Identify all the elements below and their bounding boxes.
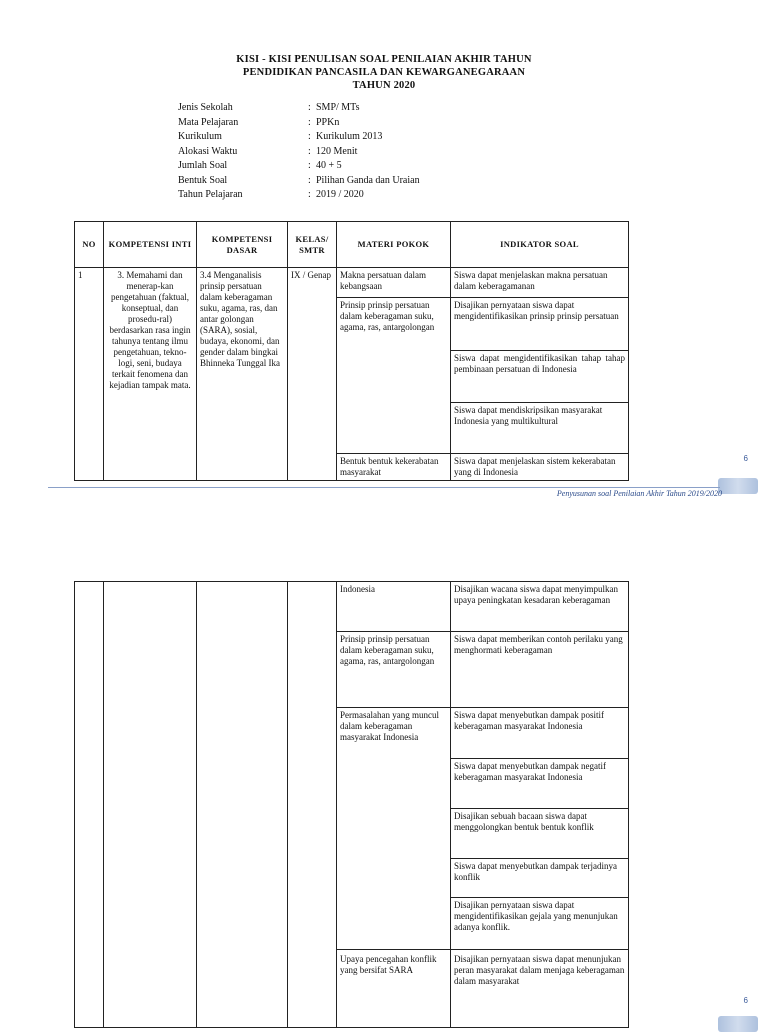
- info-row-bentuk-soal: [178, 174, 420, 189]
- cell-kompetensi-inti: 3. Memahami dan menerap-kan pengetahuan (faktual, konseptual, dan prosedu-ral) berdasarkan rasa ingin tahunya tentang ilmu pengetahuan, tekno-logi, seni, budaya terkait fenomena dan kejadian tampak mata.: [104, 268, 197, 481]
- cell-indikator-soal: Siswa dapat menyebutkan dampak terjadinya konflik: [451, 859, 629, 898]
- footer-caption: Penyusunan soal Penilaian Akhir Tahun 2019/2020: [556, 489, 722, 498]
- kisi-table-page1: [74, 221, 629, 481]
- cell-kompetensi-dasar: [197, 582, 288, 1028]
- header-kompetensi-dasar: KOMPETENSI DASAR: [197, 222, 288, 268]
- header-kelas-smtr: KELAS/ SMTR: [288, 222, 337, 268]
- cell-indikator-soal: Siswa dapat menjelaskan sistem kekerabatan yang di Indonesia: [451, 454, 629, 481]
- cell-indikator-soal: Siswa dapat menjelaskan makna persatuan dalam keberagamanan: [451, 268, 629, 298]
- info-colon: :: [308, 174, 311, 186]
- info-value: 120 Menit: [316, 145, 358, 157]
- info-value: 40 + 5: [316, 160, 342, 171]
- page-number: 6: [743, 996, 748, 1005]
- cell-materi-pokok: Indonesia: [337, 582, 451, 632]
- info-colon: :: [308, 102, 311, 113]
- cell-materi-pokok: Permasalahan yang muncul dalam keberagaman masyarakat Indonesia: [337, 708, 451, 950]
- header-indikator-soal: INDIKATOR SOAL: [451, 222, 629, 268]
- info-label: Jenis Sekolah: [178, 102, 233, 113]
- kisi-table-page2: [74, 581, 629, 1028]
- cell-indikator-soal: Disajikan wacana siswa dapat menyimpulkan upaya peningkatan kesadaran keberagaman: [451, 582, 629, 632]
- info-label: Tahun Pelajaran: [178, 189, 243, 200]
- cell-materi-pokok: Bentuk bentuk kekerabatan masyarakat: [337, 454, 451, 481]
- cell-kompetensi-dasar: 3.4 Menganalisis prinsip persatuan dalam keberagaman suku, agama, ras, dan antar golongan (SARA), sosial, budaya, ekonomi, dan gender dalam bingkai Bhinneka Tunggal Ika: [197, 268, 288, 481]
- document-title-line1: KISI - KISI PENULISAN SOAL PENILAIAN AKHIR TAHUN: [236, 54, 532, 65]
- cell-indikator-soal: Siswa dapat mendiskripsikan masyarakat Indonesia yang multikultural: [451, 403, 629, 454]
- info-row-tahun-pelajaran: [178, 188, 420, 203]
- cell-materi-pokok: Prinsip prinsip persatuan dalam keberagaman suku, agama, ras, antargolongan: [337, 298, 451, 454]
- info-colon: :: [308, 116, 311, 128]
- info-label: Mata Pelajaran: [178, 116, 239, 128]
- cell-indikator-soal: Siswa dapat menyebutkan dampak positif keberagaman masyarakat Indonesia: [451, 708, 629, 759]
- info-value: Kurikulum 2013: [316, 131, 383, 142]
- decorative-banner: [718, 478, 758, 494]
- info-row-jumlah-soal: [178, 159, 420, 174]
- header-no: NO: [75, 222, 104, 268]
- cell-materi-pokok: Prinsip prinsip persatuan dalam keberagaman suku, agama, ras, antargolongan: [337, 632, 451, 708]
- document-title-line3: TAHUN 2020: [352, 80, 416, 91]
- table-header-row: [75, 222, 629, 268]
- cell-indikator-soal: Siswa dapat memberikan contoh perilaku yang menghormati keberagaman: [451, 632, 629, 708]
- cell-indikator-soal: Siswa dapat menyebutkan dampak negatif keberagaman masyarakat Indonesia: [451, 759, 629, 809]
- table-row: [75, 268, 629, 298]
- document-title-line2: PENDIDIKAN PANCASILA DAN KEWARGANEGARAAN: [242, 67, 526, 78]
- cell-indikator-soal: Disajikan pernyataan siswa dapat menunjukan peran masyarakat dalam menjaga keberagaman dalam masyarakat: [451, 950, 629, 1028]
- info-label: Jumlah Soal: [178, 160, 228, 171]
- table-row: [75, 582, 629, 632]
- info-row-kurikulum: [178, 130, 420, 145]
- info-value: PPKn: [316, 116, 340, 128]
- decorative-banner: [718, 1016, 758, 1032]
- footer-divider: [48, 487, 720, 488]
- info-row-alokasi-waktu: [178, 145, 420, 160]
- info-label: Kurikulum: [178, 131, 222, 142]
- cell-kelas-smtr: IX / Genap: [288, 268, 337, 481]
- cell-materi-pokok: Makna persatuan dalam kebangsaan: [337, 268, 451, 298]
- cell-no: 1: [75, 268, 104, 481]
- cell-indikator-soal: Disajikan pernyataan siswa dapat mengidentifikasikan prinsip prinsip persatuan: [451, 298, 629, 351]
- cell-no: [75, 582, 104, 1028]
- info-block: [178, 101, 420, 203]
- cell-kompetensi-inti: [104, 582, 197, 1028]
- info-colon: :: [308, 160, 311, 171]
- cell-indikator-soal: Disajikan pernyataan siswa dapat mengidentifikasikan gejala yang menunjukan adanya konflik.: [451, 898, 629, 950]
- cell-indikator-soal: Siswa dapat mengidentifikasikan tahap tahap pembinaan persatuan di Indonesia: [451, 351, 629, 403]
- header-materi-pokok: MATERI POKOK: [337, 222, 451, 268]
- header-kompetensi-inti: KOMPETENSI INTI: [104, 222, 197, 268]
- info-colon: :: [308, 189, 311, 200]
- page-number: 6: [743, 454, 748, 463]
- info-value: Pilihan Ganda dan Uraian: [316, 174, 420, 186]
- info-label: Alokasi Waktu: [178, 145, 238, 157]
- cell-indikator-soal: Disajikan sebuah bacaan siswa dapat menggolongkan bentuk bentuk konflik: [451, 809, 629, 859]
- info-colon: :: [308, 145, 311, 157]
- info-colon: :: [308, 131, 311, 142]
- info-label: Bentuk Soal: [178, 174, 228, 186]
- cell-kelas-smtr: [288, 582, 337, 1028]
- info-value: 2019 / 2020: [316, 189, 364, 200]
- cell-materi-pokok: Upaya pencegahan konflik yang bersifat SARA: [337, 950, 451, 1028]
- info-value: SMP/ MTs: [316, 102, 360, 113]
- info-row-jenis-sekolah: [178, 101, 420, 116]
- info-row-mata-pelajaran: [178, 116, 420, 131]
